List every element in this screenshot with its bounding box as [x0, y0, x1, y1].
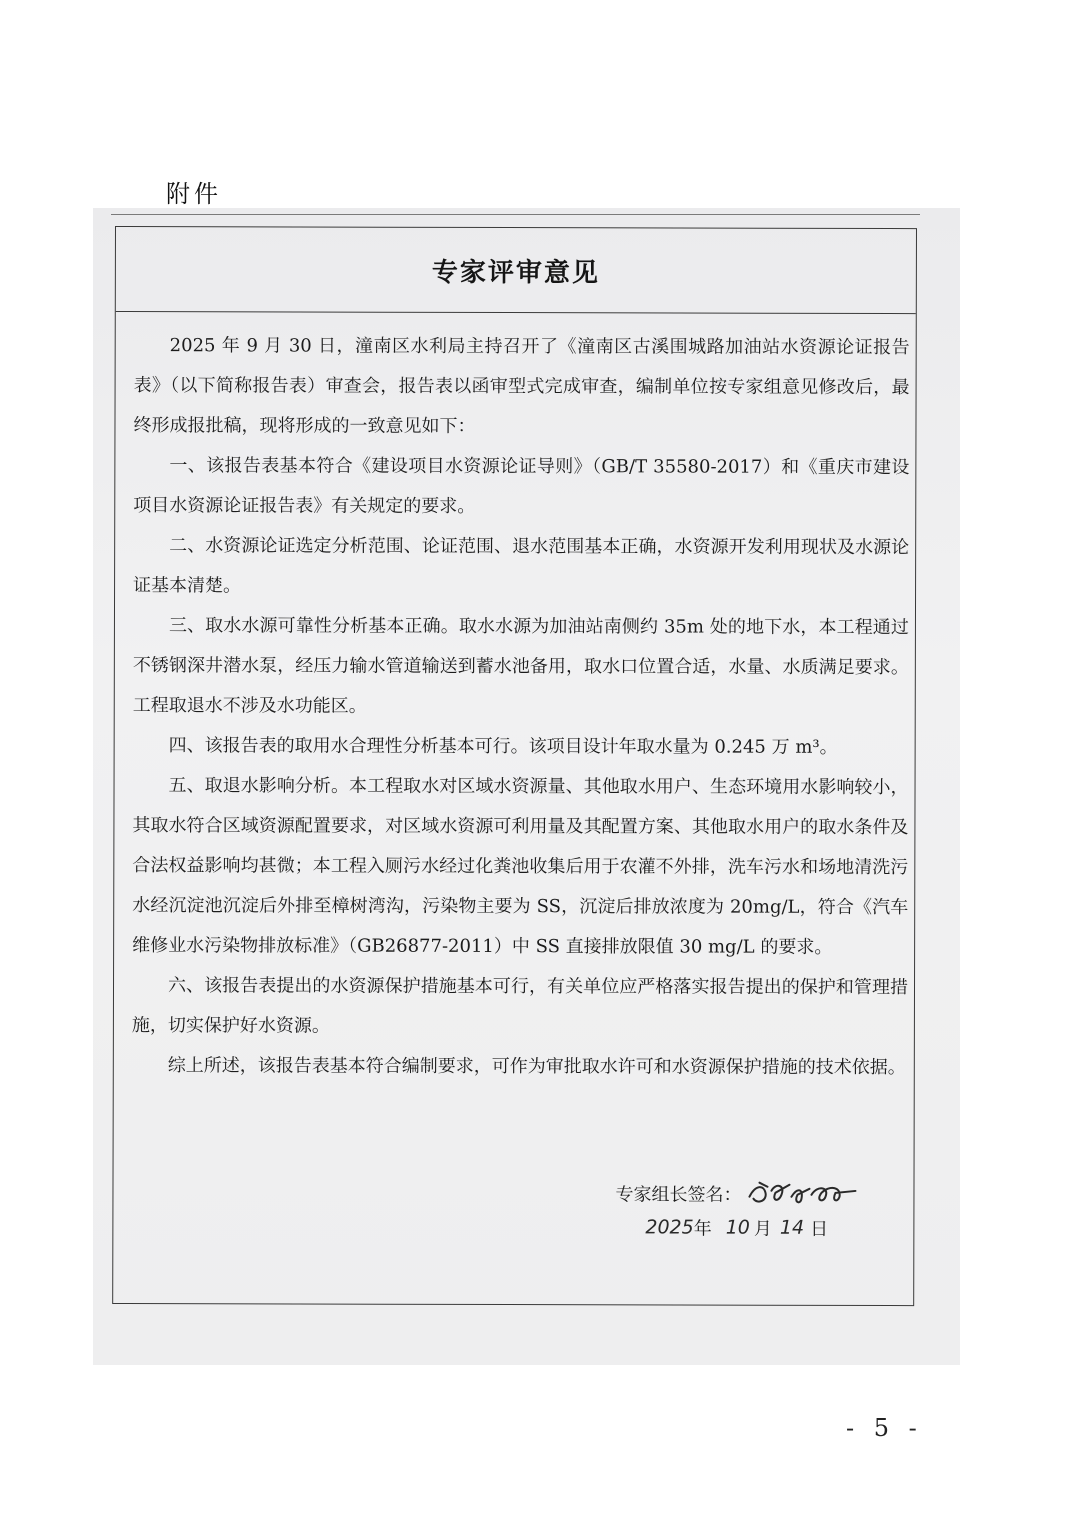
paragraph-6: 六、该报告表提出的水资源保护措施基本可行，有关单位应严格落实报告提出的保护和管理措施，切实保护好水资源。 — [131, 975, 909, 1037]
date-day: 14 — [779, 1216, 805, 1239]
paragraph-1: 一、该报告表基本符合《建设项目水资源论证导则》（GB/T 35580-2017）和《重庆市建设项目水资源论证报告表》有关规定的要求。 — [133, 455, 910, 517]
signature-block — [615, 1176, 875, 1241]
scanned-document — [93, 208, 960, 1365]
page-number: - 5 - — [846, 1414, 923, 1442]
signature-label: 专家组长签名： — [615, 1184, 742, 1206]
date-month: 10 — [725, 1216, 750, 1239]
attachment-label: 附件 — [166, 180, 222, 208]
paragraph-5: 五、取退水影响分析。本工程取水对区域水资源量、其他取水用户、生态环境用水影响较小，其取水符合区域资源配置要求，对区域水资源可利用量及其配置方案、其他取水用户的取水条件及合法权益影响均甚微；本工程入厕污水经过化粪池收集后用于农灌不外排，洗车污水和场地清洗污水经沉淀池沉淀后外排至樟树湾沟，污染物主要为 SS，沉淀后排放浓度为 20mg/L，符合《汽车维修业水污染物排放标准》（GB26877-2011）中 SS 直接排放限值 30 mg/L 的要求。 — [132, 775, 909, 958]
date-month-unit: 月 — [753, 1218, 772, 1240]
review-body — [114, 312, 916, 1088]
review-frame — [112, 226, 917, 1306]
paragraph-4: 四、该报告表的取用水合理性分析基本可行。该项目设计年取水量为 0.245 万 m³。 — [168, 735, 838, 758]
paragraph-conclusion: 综上所述，该报告表基本符合编制要求，可作为审批取水许可和水资源保护措施的技术依据。 — [167, 1055, 906, 1079]
paragraph-intro: 2025 年 9 月 30 日，潼南区水利局主持召开了《潼南区古溪围城路加油站水资源论证报告表》（以下简称报告表）审查会，报告表以函审型式完成审查，编制单位按专家组意见修改后，最终形成报批稿，现将形成的一致意见如下： — [133, 335, 910, 437]
paragraph-3: 三、取水水源可靠性分析基本正确。取水水源为加油站南侧约 35m 处的地下水，本工程通过不锈钢深井潜水泵，经压力输水管道输送到蓄水池备用，取水口位置合适，水量、水质满足要求。工程取退水不涉及水功能区。 — [132, 615, 909, 717]
date-year: 2025 — [645, 1216, 694, 1239]
paragraph-2: 二、水资源论证选定分析范围、论证范围、退水范围基本正确，水资源开发利用现状及水源论证基本清楚。 — [133, 535, 910, 597]
handwritten-signature — [745, 1177, 861, 1211]
document-title: 专家评审意见 — [431, 257, 600, 288]
top-divider — [111, 214, 920, 215]
signature-date — [615, 1214, 875, 1241]
date-day-unit: 日 — [810, 1218, 829, 1240]
title-row — [116, 227, 916, 314]
date-year-unit: 年 — [693, 1218, 712, 1240]
